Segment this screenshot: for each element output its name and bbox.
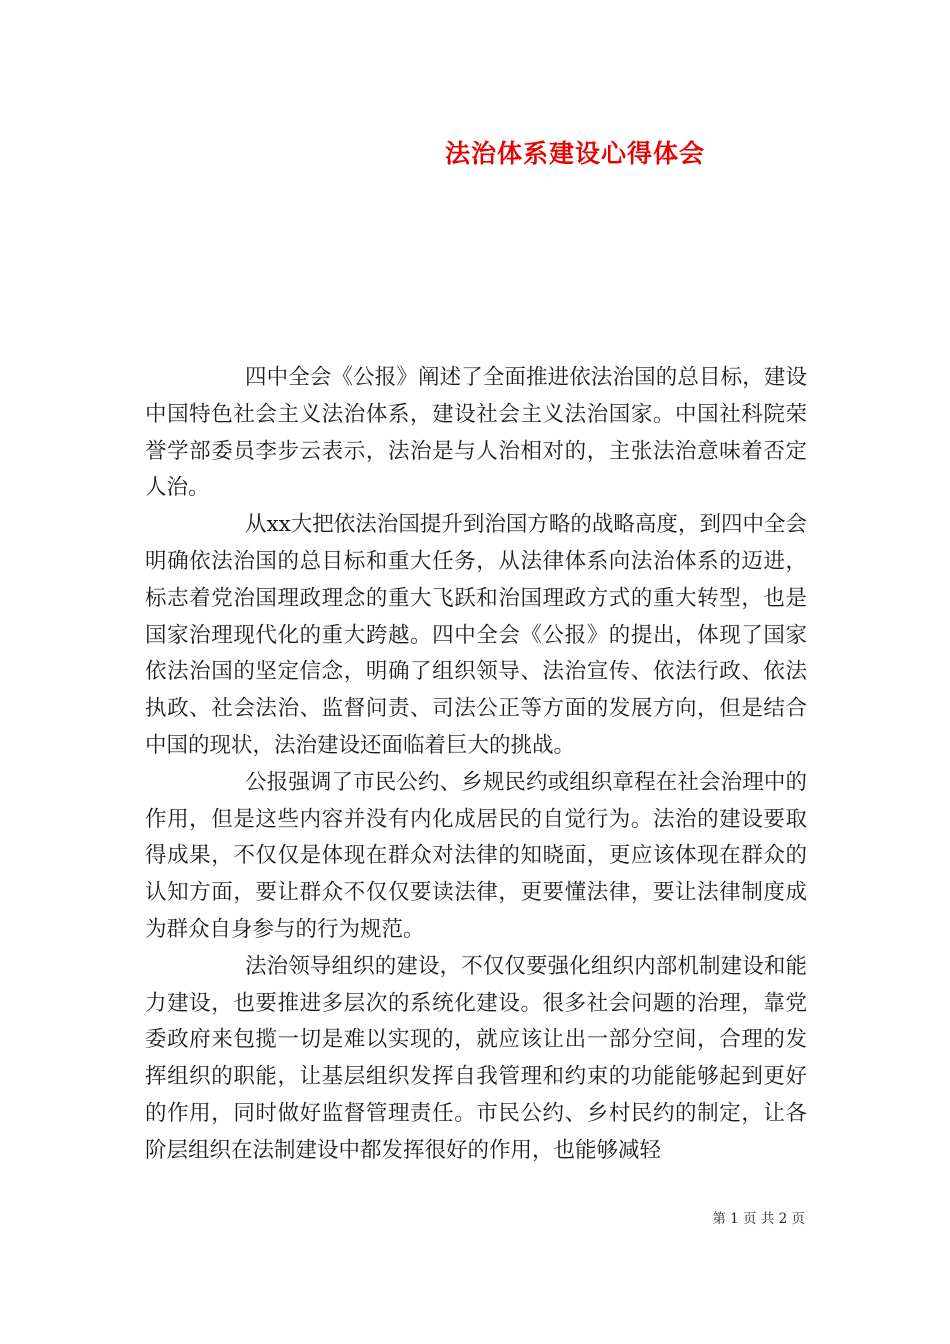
paragraph: 从xx大把依法治国提升到治国方略的战略高度，到四中全会明确依法治国的总目标和重大任务，从法律体系向法治体系的迈进，标志着党治国理政理念的重大飞跃和治国理政方式的重大转型，也是国家治理现代化的重大跨越。四中全会《公报》的提出，体现了国家依法治国的坚定信念，明确了组织领导、法治宣传、依法行政、依法执政、社会法治、监督问责、司法公正等方面的发展方向，但是结合中国的现状，法治建设还面临着巨大的挑战。 — [145, 512, 807, 758]
document-title: 法治体系建设心得体会 — [444, 139, 705, 168]
paragraph: 四中全会《公报》阐述了全面推进依法治国的总目标，建设中国特色社会主义法治体系，建设社会主义法治国家。中国社科院荣誉学部委员李步云表示，法治是与人治相对的，主张法治意味着否定人治。 — [145, 365, 807, 501]
page-number: 第 1 页 共 2 页 — [712, 1211, 805, 1227]
document-body — [145, 360, 807, 1170]
paragraph: 法治领导组织的建设，不仅仅要强化组织内部机制建设和能力建设，也要推进多层次的系统化建设。很多社会问题的治理，靠党委政府来包揽一切是难以实现的，就应该让出一部分空间，合理的发挥组织的职能，让基层组织发挥自我管理和约束的功能能够起到更好的作用，同时做好监督管理责任。市民公约、乡村民约的制定，让各阶层组织在法制建设中都发挥很好的作用，也能够减轻 — [145, 953, 807, 1163]
paragraph: 公报强调了市民公约、乡规民约或组织章程在社会治理中的作用，但是这些内容并没有内化成居民的自觉行为。法治的建设要取得成果，不仅仅是体现在群众对法律的知晓面，更应该体现在群众的认知方面，要让群众不仅仅要读法律，更要懂法律，要让法律制度成为群众自身参与的行为规范。 — [145, 769, 807, 942]
